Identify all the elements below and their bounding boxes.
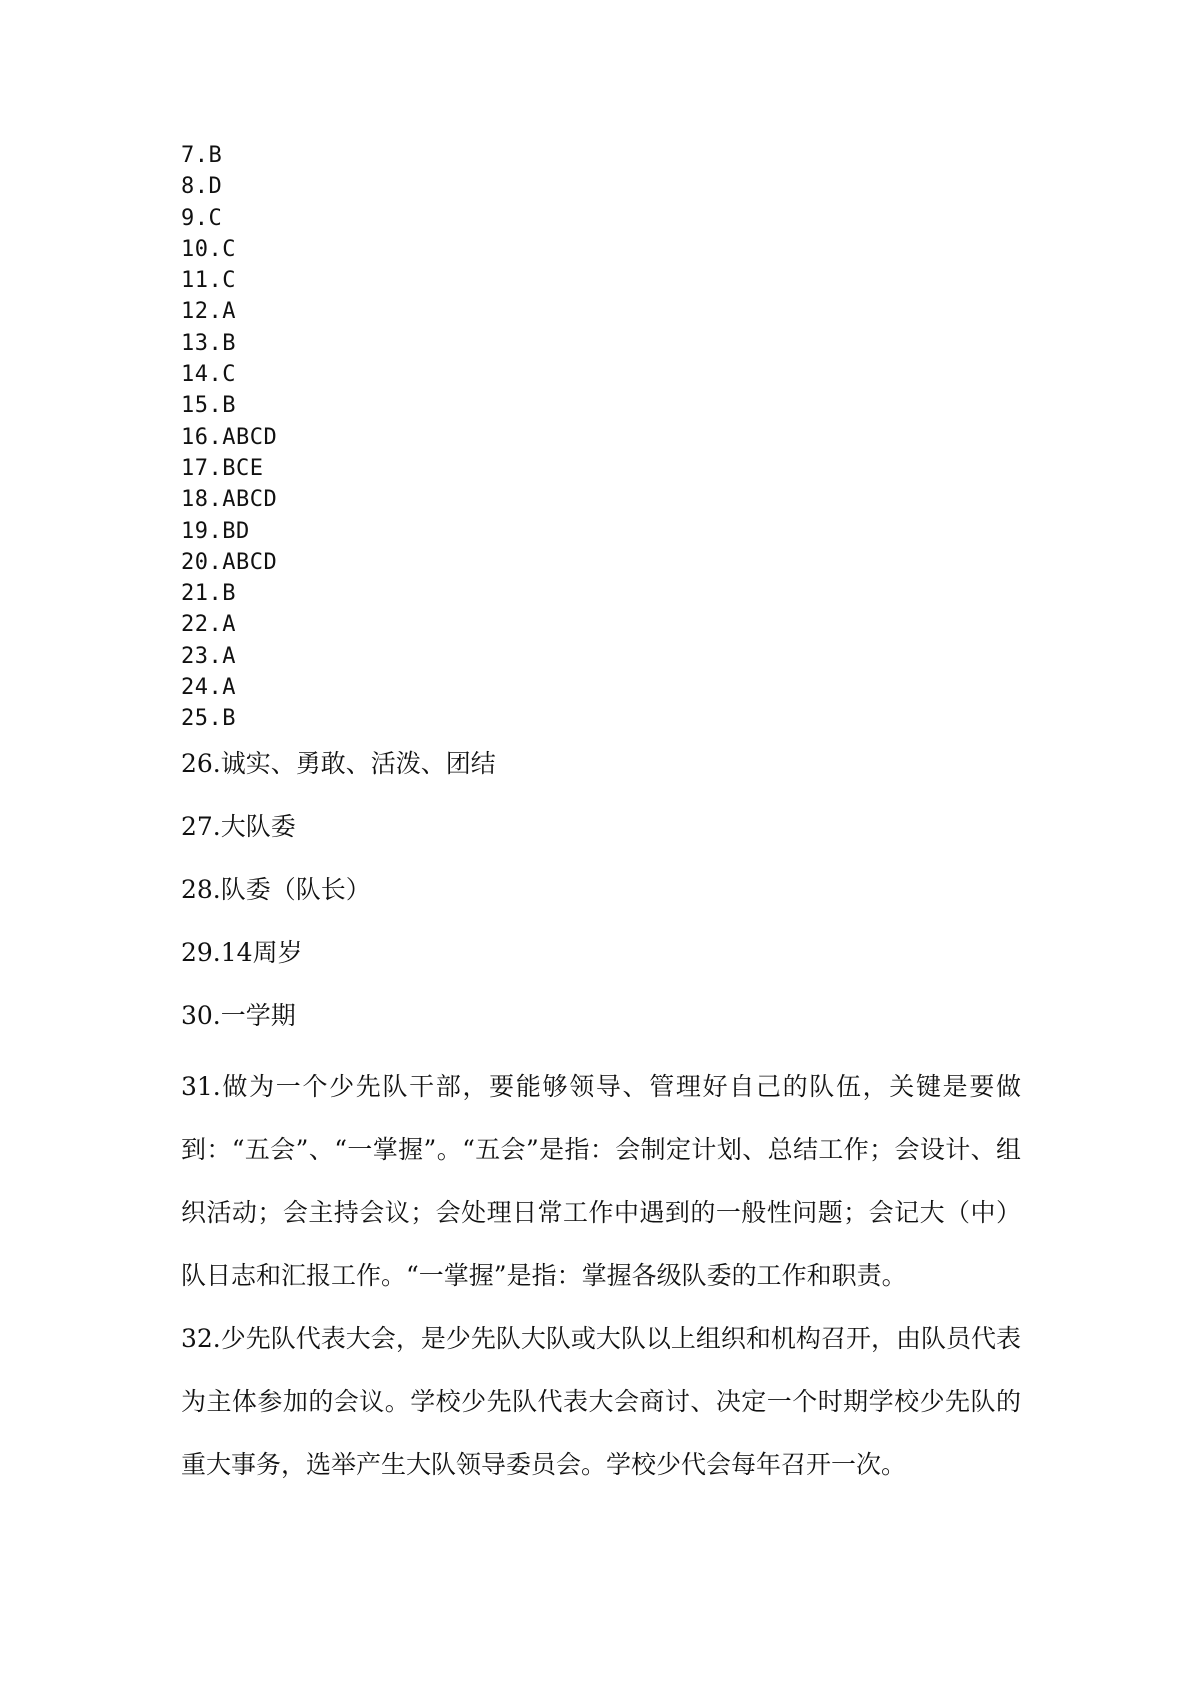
choice-answer-10: 10.C — [181, 236, 236, 262]
essay-answer-32: 32.少先队代表大会，是少先队大队或大队以上组织和机构召开，由队员代表为主体参加的会议。学校少先队代表大会商讨、决定一个时期学校少先队的重大事务，选举产生大队领导委员会。学校少代会每年召开一次。 — [181, 1324, 1021, 1479]
choice-answer-18: 18.ABCD — [181, 487, 278, 513]
choice-answer-list — [181, 140, 277, 735]
essay-answer-31: 31.做为一个少先队干部，要能够领导、管理好自己的队伍，关键是要做到：“五会”、“一掌握”。“五会”是指：会制定计划、总结工作；会设计、组织活动；会主持会议；会处理日常工作中遇到的一般性问题；会记大（中）队日志和汇报工作。“一掌握”是指：掌握各级队委的工作和职责。 — [181, 1072, 1021, 1290]
choice-answer-13: 13.B — [181, 330, 236, 356]
choice-answer-17: 17.BCE — [181, 455, 264, 481]
choice-answer-25: 25.B — [181, 706, 236, 732]
choice-answer-20: 20.ABCD — [181, 549, 278, 575]
choice-answer-22: 22.A — [181, 612, 236, 638]
choice-answer-11: 11.C — [181, 268, 236, 294]
choice-answer-21: 21.B — [181, 581, 236, 607]
choice-answer-7: 7.B — [181, 143, 223, 168]
choice-answer-15: 15.B — [181, 393, 236, 419]
choice-answer-8: 8.D — [181, 174, 223, 200]
choice-answer-14: 14.C — [181, 362, 236, 388]
fill-answer-26: 26.诚实、勇敢、活泼、团结 — [181, 749, 496, 778]
choice-answer-24: 24.A — [181, 675, 236, 701]
choice-answer-12: 12.A — [181, 299, 236, 325]
choice-answer-23: 23.A — [181, 643, 236, 669]
fill-answer-28: 28.队委（队长） — [181, 875, 371, 904]
choice-answer-16: 16.ABCD — [181, 424, 278, 450]
fill-answer-list — [181, 748, 496, 1063]
fill-answer-27: 27.大队委 — [181, 812, 296, 841]
fill-answer-29: 29.14周岁 — [181, 938, 303, 967]
choice-answer-19: 19.BD — [181, 518, 250, 544]
choice-answer-9: 9.C — [181, 205, 223, 231]
fill-answer-30: 30.一学期 — [181, 1001, 296, 1030]
